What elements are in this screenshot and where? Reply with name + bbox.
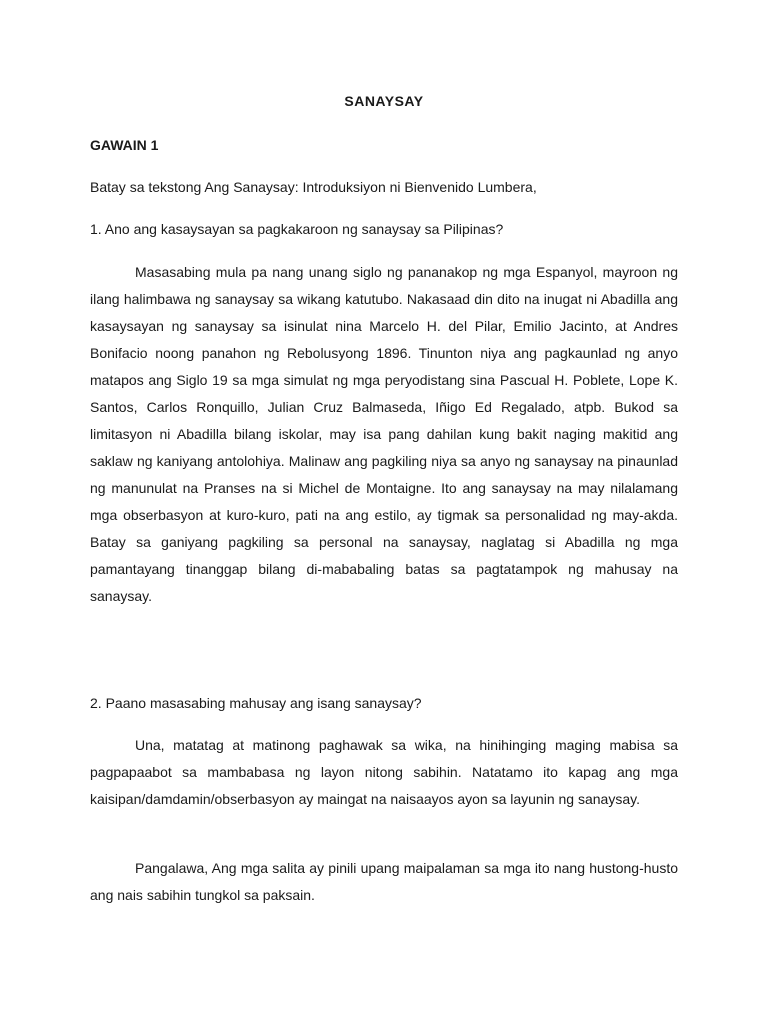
- answer-2b-paragraph: [90, 855, 678, 909]
- activity-heading: GAWAIN 1: [90, 137, 159, 153]
- answer-2a-text: Una, matatag at matinong paghawak sa wika, na hinihinging maging mabisa sa pagpapaabot sa mambabasa ng layon nitong sabihin. Natatamo ito kapag ang mga kaisipan/damdamin/obserbasyon ay maingat na naisaayos ayon sa layunin ng sanaysay.: [90, 737, 678, 807]
- answer-1-paragraph: [90, 259, 678, 610]
- question-2: 2. Paano masasabing mahusay ang isang sanaysay?: [90, 695, 422, 711]
- answer-1-text: Masasabing mula pa nang unang siglo ng pananakop ng mga Espanyol, mayroon ng ilang halimbawa ng sanaysay sa wikang katutubo. Nakasaad din dito na inugat ni Abadilla ang kasaysayan ng sanaysay sa isinulat nina Marcelo H. del Pilar, Emilio Jacinto, at Andres Bonifacio noong panahon ng Rebolusyong 1896. Tinunton niya ang pagkaunlad ng anyo matapos ang Siglo 19 sa mga simulat ng mga peryodistang sina Pascual H. Poblete, Lope K. Santos, Carlos Ronquillo, Julian Cruz Balmaseda, Iñigo Ed Regalado, atpb. Bukod sa limitasyon ni Abadilla bilang iskolar, may isa pang dahilan kung bakit naging makitid ang saklaw ng kaniyang antolohiya. Malinaw ang pagkiling niya sa anyo ng sanaysay na pinaunlad ng manunulat na Pranses na si Michel de Montaigne. Ito ang sanaysay na may nilalamang mga obserbasyon at kuro-kuro, pati na ang estilo, ay tigmak sa personalidad ng may-akda. Batay sa ganiyang pagkiling sa personal na sanaysay, naglatag si Abadilla ng mga pamantayang tinanggap bilang di-mababaling batas sa pagtatampok ng mahusay na sanaysay.: [90, 264, 678, 604]
- answer-2b-text: Pangalawa, Ang mga salita ay pinili upang maipalaman sa mga ito nang hustong-husto ang nais sabihin tungkol sa paksain.: [90, 860, 678, 903]
- answer-2a-paragraph: [90, 732, 678, 813]
- intro-text: Batay sa tekstong Ang Sanaysay: Introduksiyon ni Bienvenido Lumbera,: [90, 179, 537, 195]
- document-title: SANAYSAY: [344, 93, 424, 109]
- question-1: 1. Ano ang kasaysayan sa pagkakaroon ng sanaysay sa Pilipinas?: [90, 221, 504, 237]
